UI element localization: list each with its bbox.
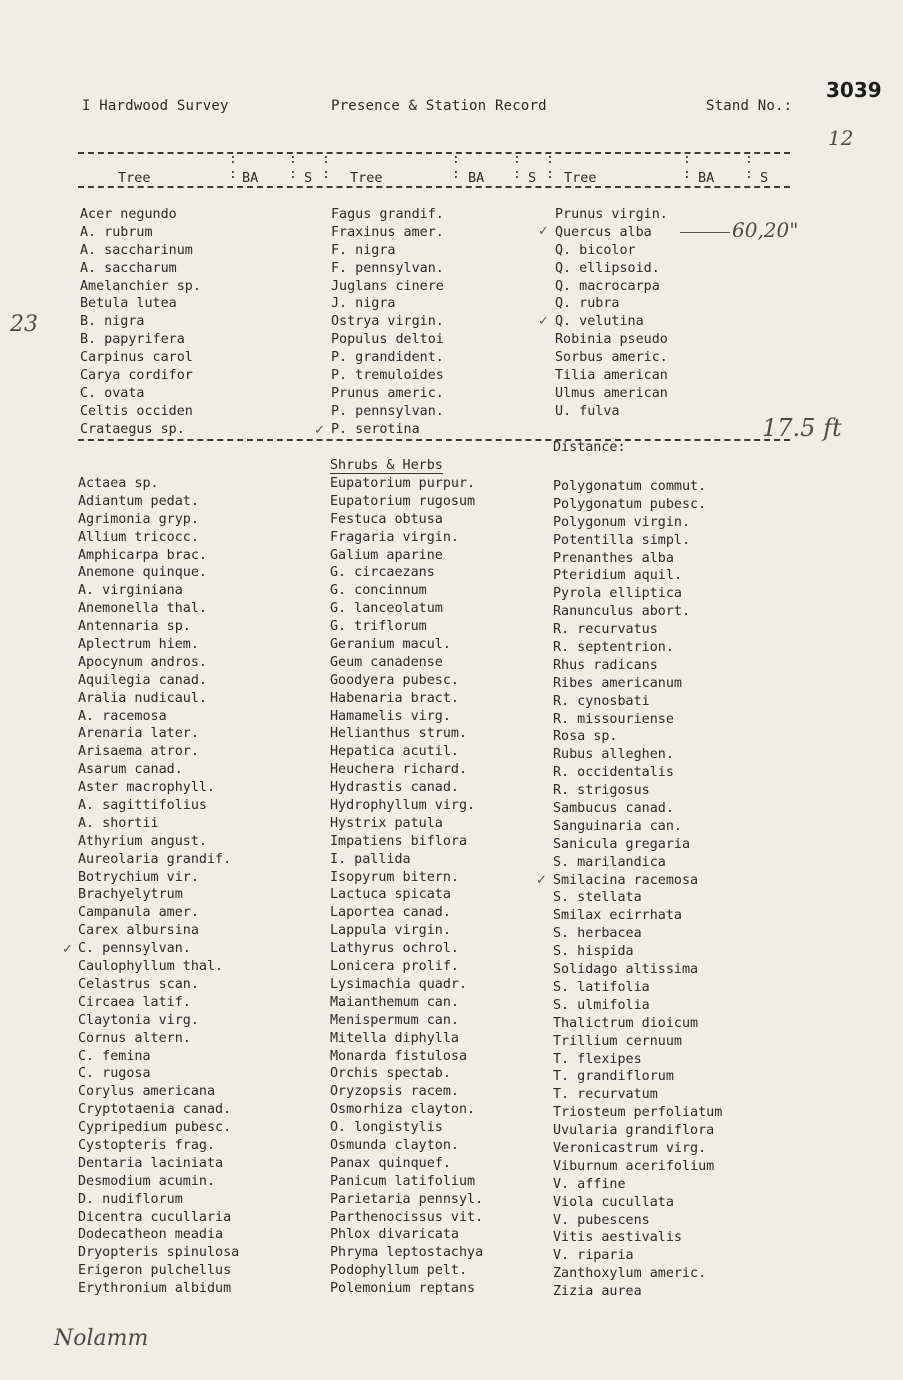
species-entry: P. grandident. [331, 350, 444, 366]
species-entry: Fagus grandif. [331, 207, 444, 222]
species-entry: Polygonum virgin. [553, 514, 691, 530]
species-entry: Anemonella thal. [78, 601, 207, 617]
species-entry: Fraxinus amer. [331, 224, 444, 240]
species-entry: Lappula virgin. [330, 923, 451, 939]
species-entry: Agrimonia gryp. [78, 511, 199, 527]
species-entry: B. papyrifera [80, 332, 185, 348]
species-entry: Q. macrocarpa [555, 278, 660, 294]
checkmark-icon: ✓ [314, 423, 325, 438]
species-entry: P. serotina [331, 421, 420, 437]
species-entry: Cornus altern. [78, 1030, 191, 1046]
species-entry: Ostrya virgin. [331, 314, 444, 330]
species-entry: Smilax ecirrhata [553, 908, 682, 924]
species-entry: Brachyelytrum [78, 887, 183, 903]
species-entry: Celtis occiden [80, 403, 193, 419]
species-entry: V. pubescens [553, 1212, 650, 1228]
species-entry: Zanthoxylum americ. [553, 1266, 707, 1282]
species-entry: Eupatorium purpur. [330, 476, 476, 491]
species-entry: Cryptotaenia canad. [78, 1102, 232, 1118]
col-header-tree-3: Tree [564, 170, 597, 186]
species-entry: Ranunculus abort. [553, 604, 691, 620]
species-entry: G. concinnum [330, 583, 427, 599]
species-entry: Rhus radicans [553, 657, 658, 673]
col-header-s-3: S [760, 170, 769, 186]
handwritten-distance-value: 17.5 ft [762, 414, 842, 442]
species-entry: R. strigosus [553, 783, 650, 799]
species-entry: Acer negundo [80, 207, 177, 222]
species-entry: Anemone quinque. [78, 565, 207, 581]
species-entry: Dryopteris spinulosa [78, 1245, 240, 1261]
handwritten-margin-number: 23 [10, 312, 38, 337]
species-entry: Carex albursina [78, 923, 199, 939]
col-header-ba-2: BA [468, 170, 485, 186]
species-entry: Q. rubra [555, 296, 620, 312]
species-entry: Trillium cernuum [553, 1033, 682, 1049]
species-entry: Hamamelis virg. [330, 708, 451, 724]
species-entry: Juglans cinere [331, 278, 444, 294]
species-entry: Aquilegia canad. [78, 672, 207, 688]
species-entry: S. marilandica [553, 854, 666, 870]
species-entry: Impatiens biflora [330, 833, 468, 849]
species-entry: G. lanceolatum [330, 601, 443, 617]
species-entry: F. pennsylvan. [331, 260, 444, 276]
species-entry: T. grandiflorum [553, 1069, 674, 1085]
species-entry: R. cynosbati [553, 693, 650, 709]
species-entry: Smilacina racemosa [553, 872, 699, 888]
species-entry: S. herbacea [553, 926, 642, 942]
species-entry: T. flexipes [553, 1051, 642, 1067]
species-entry: Carpinus carol [80, 350, 193, 366]
species-entry: Lonicera prolif. [330, 959, 459, 975]
species-entry: Phryma leptostachya [330, 1245, 484, 1261]
col-header-s-1: S [304, 170, 313, 186]
species-entry: Viburnum acerifolium [553, 1158, 715, 1174]
species-entry: Mitella diphylla [330, 1030, 459, 1046]
species-entry: Monarda fistulosa [330, 1048, 468, 1064]
species-entry: C. rugosa [78, 1066, 151, 1082]
species-entry: U. fulva [555, 403, 620, 419]
species-entry: Aureolaria grandif. [78, 851, 232, 867]
checkmark-icon: ✓ [538, 314, 549, 329]
col-divider: : : [546, 152, 554, 182]
col-divider: : : [322, 152, 330, 182]
species-entry: Vitis aestivalis [553, 1230, 682, 1246]
species-entry: Athyrium angust. [78, 833, 207, 849]
species-entry: S. hispida [553, 944, 634, 960]
species-entry: Maianthemum can. [330, 994, 459, 1010]
species-entry: R. missouriense [553, 711, 674, 727]
species-entry: Asarum canad. [78, 762, 183, 778]
col-header-ba-1: BA [242, 170, 259, 186]
species-entry: Podophyllum pelt. [330, 1263, 468, 1279]
species-entry: Menispermum can. [330, 1012, 459, 1028]
species-entry: G. circaezans [330, 565, 435, 581]
species-entry: R. occidentalis [553, 765, 674, 781]
species-entry: S. stellata [553, 890, 642, 906]
species-entry: C. femina [78, 1048, 151, 1064]
species-entry: O. longistylis [330, 1120, 443, 1136]
species-entry: Habenaria bract. [330, 690, 459, 706]
species-entry: A. sagittifolius [78, 798, 207, 814]
species-entry: A. shortii [78, 815, 159, 831]
species-entry: Campanula amer. [78, 905, 199, 921]
species-entry: S. latifolia [553, 979, 650, 995]
species-entry: Fragaria virgin. [330, 529, 459, 545]
checkmark-icon: ✓ [536, 873, 547, 888]
col-header-tree-2: Tree [350, 170, 383, 186]
species-entry: Arenaria later. [78, 726, 199, 742]
rule-trees-bottom [78, 439, 790, 441]
species-entry: Veronicastrum virg. [553, 1140, 707, 1156]
survey-title: I Hardwood Survey [82, 98, 229, 114]
species-entry: Potentilla simpl. [553, 532, 691, 548]
species-entry: Uvularia grandiflora [553, 1123, 715, 1139]
species-entry: Celastrus scan. [78, 976, 199, 992]
species-entry: Crataegus sp. [80, 421, 185, 437]
species-entry: Q. ellipsoid. [555, 260, 660, 276]
col-divider: : : [745, 152, 753, 182]
shrubs-herbs-title: Shrubs & Herbs [330, 458, 443, 473]
herb-list-col1 [78, 475, 239, 1298]
species-entry: Isopyrum bitern. [330, 869, 459, 885]
note-leader-line [680, 232, 730, 233]
species-entry: Ulmus american [555, 385, 668, 401]
species-entry: R. recurvatus [553, 622, 658, 638]
rule-header-bottom [78, 186, 790, 188]
species-entry: Hystrix patula [330, 815, 443, 831]
species-entry: P. tremuloides [331, 368, 444, 384]
species-entry: Dicentra cucullaria [78, 1209, 232, 1225]
species-entry: Carya cordifor [80, 368, 193, 384]
species-entry: Aster macrophyll. [78, 780, 216, 796]
species-entry: C. pennsylvan. [78, 941, 191, 957]
col-divider: : : [683, 152, 691, 182]
species-entry: Prenanthes alba [553, 550, 674, 566]
tree-list-col2 [331, 206, 444, 439]
stand-number-stamp: 3039 [826, 78, 882, 102]
species-entry: Lathyrus ochrol. [330, 941, 459, 957]
species-entry: Amelanchier sp. [80, 278, 201, 294]
species-entry: P. pennsylvan. [331, 403, 444, 419]
col-divider: : : [289, 152, 297, 182]
col-header-tree-1: Tree [118, 170, 151, 186]
species-entry: Arisaema atror. [78, 744, 199, 760]
species-entry: Dentaria laciniata [78, 1155, 224, 1171]
species-entry: Adiantum pedat. [78, 493, 199, 509]
species-entry: Heuchera richard. [330, 762, 468, 778]
species-entry: Festuca obtusa [330, 511, 443, 527]
species-entry: Hepatica acutil. [330, 744, 459, 760]
col-divider: : : [452, 152, 460, 182]
species-entry: Apocynum andros. [78, 654, 207, 670]
species-entry: Viola cucullata [553, 1194, 674, 1210]
species-entry: Aralia nudicaul. [78, 690, 207, 706]
col-header-s-2: S [528, 170, 537, 186]
species-entry: A. saccharinum [80, 242, 193, 258]
species-entry: Amphicarpa brac. [78, 547, 207, 563]
col-divider: : : [513, 152, 521, 182]
species-entry: J. nigra [331, 296, 396, 312]
species-entry: Sanicula gregaria [553, 836, 691, 852]
herb-list-col3 [553, 478, 722, 1301]
species-entry: Geum canadense [330, 654, 443, 670]
species-entry: Geranium macul. [330, 637, 451, 653]
species-entry: Rosa sp. [553, 729, 618, 745]
distance-label: Distance: [553, 440, 626, 455]
species-entry: Lysimachia quadr. [330, 976, 468, 992]
species-entry: Laportea canad. [330, 905, 451, 921]
species-entry: Prunus virgin. [555, 207, 668, 222]
species-entry: Dodecatheon meadia [78, 1227, 224, 1243]
species-entry: Aplectrum hiem. [78, 637, 199, 653]
species-entry: Quercus alba [555, 224, 652, 240]
species-entry: B. nigra [80, 314, 145, 330]
species-entry: Goodyera pubesc. [330, 672, 459, 688]
species-entry: Pteridium aquil. [553, 568, 682, 584]
record-title: Presence & Station Record [331, 98, 547, 114]
species-entry: Betula lutea [80, 296, 177, 312]
species-entry: Polygonatum commut. [553, 479, 707, 494]
handwritten-signature: Nolamm [54, 1326, 149, 1351]
species-entry: Botrychium vir. [78, 869, 199, 885]
species-entry: Zizia aurea [553, 1284, 642, 1300]
species-entry: Antennaria sp. [78, 619, 191, 635]
species-entry: Oryzopsis racem. [330, 1084, 459, 1100]
herb-list-col2 [330, 475, 483, 1298]
species-entry: V. riparia [553, 1248, 634, 1264]
species-entry: Ribes americanum [553, 675, 682, 691]
species-entry: Polemonium reptans [330, 1281, 476, 1297]
handwritten-stand-sub: 12 [828, 126, 854, 150]
species-entry: Cypripedium pubesc. [78, 1120, 232, 1136]
species-entry: Panicum latifolium [330, 1173, 476, 1189]
species-entry: Actaea sp. [78, 476, 159, 491]
species-entry: Phlox divaricata [330, 1227, 459, 1243]
species-entry: D. nudiflorum [78, 1191, 183, 1207]
species-entry: Solidago altissima [553, 962, 699, 978]
col-divider: : : [229, 152, 237, 182]
species-entry: Triosteum perfoliatum [553, 1105, 723, 1121]
species-entry: Desmodium acumin. [78, 1173, 216, 1189]
species-entry: A. racemosa [78, 708, 167, 724]
species-entry: S. ulmifolia [553, 997, 650, 1013]
species-entry: F. nigra [331, 242, 396, 258]
species-entry: R. septentrion. [553, 640, 674, 656]
species-entry: Panax quinquef. [330, 1155, 451, 1171]
species-entry: A. saccharum [80, 260, 177, 276]
checkmark-icon: ✓ [62, 942, 73, 957]
species-entry: Eupatorium rugosum [330, 493, 476, 509]
species-entry: Prunus americ. [331, 385, 444, 401]
species-entry: Sorbus americ. [555, 350, 668, 366]
species-entry: Hydrastis canad. [330, 780, 459, 796]
species-entry: Robinia pseudo [555, 332, 668, 348]
species-entry: Polygonatum pubesc. [553, 496, 707, 512]
species-entry: I. pallida [330, 851, 411, 867]
species-entry: Pyrola elliptica [553, 586, 682, 602]
species-entry: Lactuca spicata [330, 887, 451, 903]
species-entry: Circaea latif. [78, 994, 191, 1010]
species-entry: Tilia american [555, 368, 668, 384]
species-entry: Erythronium albidum [78, 1281, 232, 1297]
species-entry: Populus deltoi [331, 332, 444, 348]
species-entry: Claytonia virg. [78, 1012, 199, 1028]
species-entry: Orchis spectab. [330, 1066, 451, 1082]
species-entry: A. virginiana [78, 583, 183, 599]
species-entry: Thalictrum dioicum [553, 1015, 699, 1031]
species-entry: A. rubrum [80, 224, 153, 240]
species-entry: T. recurvatum [553, 1087, 658, 1103]
species-entry: Sanguinaria can. [553, 818, 682, 834]
species-entry: Helianthus strum. [330, 726, 468, 742]
species-entry: V. affine [553, 1176, 626, 1192]
species-entry: Parietaria pennsyl. [330, 1191, 484, 1207]
species-entry: Sambucus canad. [553, 801, 674, 817]
species-entry: Allium tricocc. [78, 529, 199, 545]
species-entry: Q. velutina [555, 314, 644, 330]
species-entry: Erigeron pulchellus [78, 1263, 232, 1279]
species-entry: G. triflorum [330, 619, 427, 635]
checkmark-icon: ✓ [538, 224, 549, 239]
species-entry: Hydrophyllum virg. [330, 798, 476, 814]
species-entry: Osmunda clayton. [330, 1137, 459, 1153]
handwritten-quercus-note: 60,20" [732, 218, 799, 242]
species-entry: Cystopteris frag. [78, 1137, 216, 1153]
species-entry: Galium aparine [330, 547, 443, 563]
species-entry: Corylus americana [78, 1084, 216, 1100]
col-header-ba-3: BA [698, 170, 715, 186]
species-entry: C. ovata [80, 385, 145, 401]
tree-list-col1 [80, 206, 201, 439]
tree-list-col3 [555, 206, 668, 421]
stand-label: Stand No.: [706, 98, 793, 114]
species-entry: Rubus alleghen. [553, 747, 674, 763]
species-entry: Parthenocissus vit. [330, 1209, 484, 1225]
species-entry: Osmorhiza clayton. [330, 1102, 476, 1118]
species-entry: Caulophyllum thal. [78, 959, 224, 975]
species-entry: Q. bicolor [555, 242, 636, 258]
